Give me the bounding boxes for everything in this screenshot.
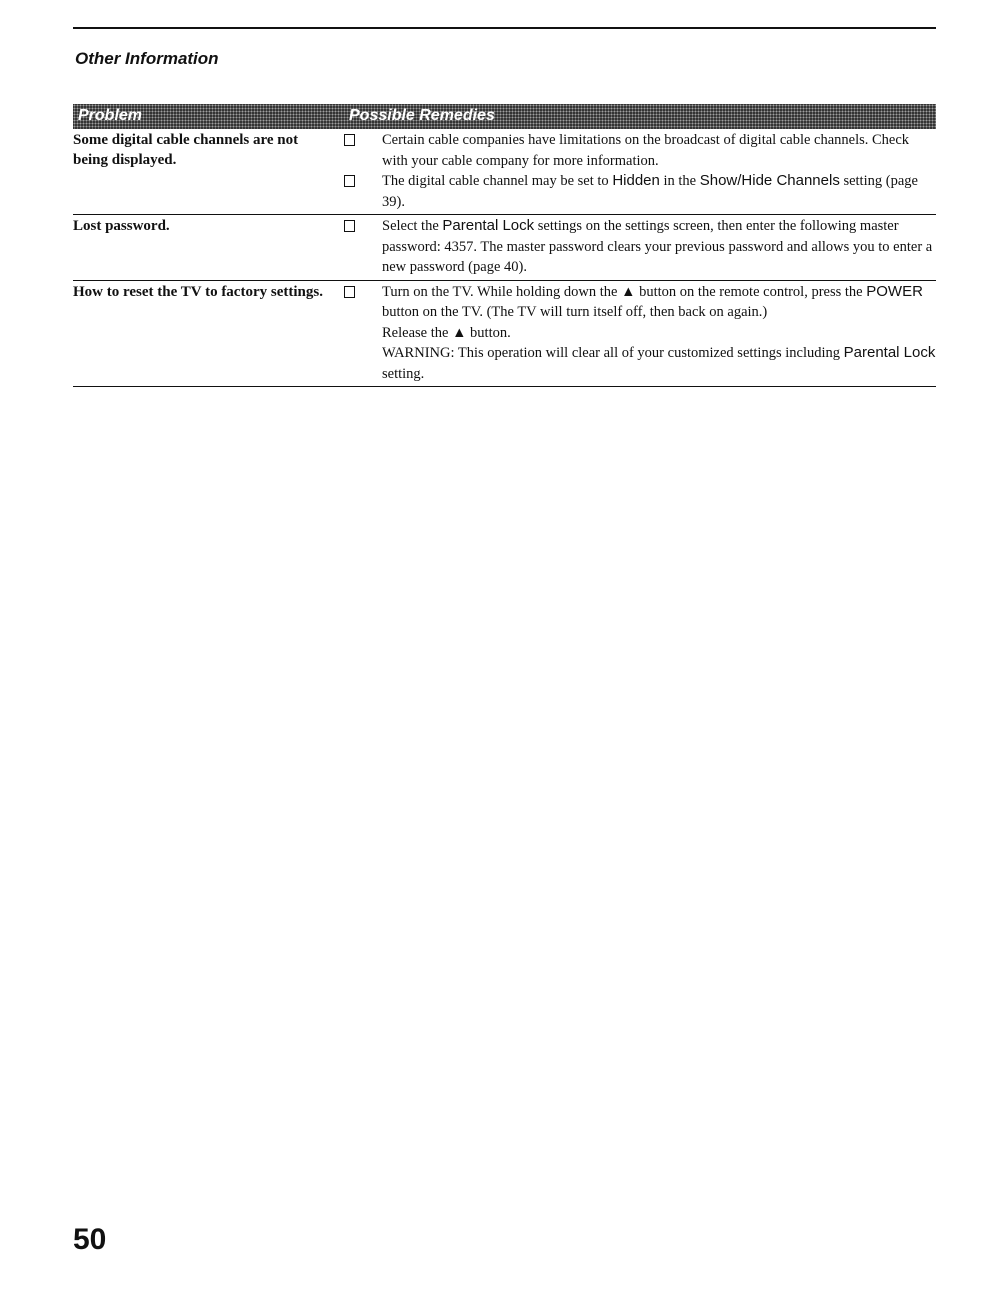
warning-text: setting. bbox=[382, 365, 425, 382]
remedy-item bbox=[344, 216, 936, 278]
table-header bbox=[73, 104, 936, 129]
page-number: 50 bbox=[73, 1223, 107, 1256]
remedy-item bbox=[344, 171, 936, 212]
problem-text: How to reset the TV to factory settings. bbox=[73, 283, 323, 300]
table-row bbox=[73, 215, 936, 281]
remedy-text: setting (page 39). bbox=[382, 173, 918, 210]
remedy-text: Certain cable companies have limitations on the broadcast of digital cable channels. Check with your cable company for more information. bbox=[382, 132, 910, 169]
remedy-list bbox=[344, 216, 936, 278]
remedy-list bbox=[344, 130, 936, 212]
remedy-list bbox=[344, 282, 936, 385]
top-rule bbox=[73, 27, 936, 29]
setting-name: Parental Lock bbox=[442, 217, 535, 234]
remedy-text: Release the bbox=[382, 324, 453, 341]
remedy-item bbox=[344, 130, 936, 171]
setting-name: Hidden bbox=[612, 172, 660, 189]
remedy-text: button on the remote control, press the bbox=[635, 283, 867, 300]
section-title: Other Information bbox=[75, 49, 219, 68]
warning-text: WARNING: This operation will clear all of your customized settings including bbox=[382, 345, 844, 361]
button-name: POWER bbox=[866, 282, 923, 300]
checkbox-icon bbox=[344, 220, 355, 232]
remedy-item bbox=[344, 282, 936, 323]
header-possible-remedies: Possible Remedies bbox=[349, 107, 495, 124]
troubleshooting-table bbox=[73, 129, 936, 387]
problem-text: Lost password. bbox=[73, 218, 170, 234]
setting-name: Show/Hide Channels bbox=[699, 172, 840, 189]
problem-text: Some digital cable channels are not being displayed. bbox=[73, 132, 299, 168]
checkbox-icon bbox=[344, 134, 355, 146]
up-arrow-icon: ▲ bbox=[621, 283, 636, 300]
table-row bbox=[73, 129, 936, 215]
remedy-continuation bbox=[344, 323, 936, 344]
remedy-text: Turn on the TV. While holding down the bbox=[382, 283, 622, 300]
remedy-text: Select the bbox=[382, 218, 443, 234]
table-row bbox=[73, 281, 936, 388]
setting-name: Parental Lock bbox=[843, 344, 936, 361]
checkbox-icon bbox=[344, 175, 355, 187]
checkbox-icon bbox=[344, 286, 355, 298]
up-arrow-icon: ▲ bbox=[452, 324, 467, 341]
remedy-text: in the bbox=[659, 173, 700, 189]
header-problem: Problem bbox=[78, 107, 143, 124]
remedy-text: settings on the settings screen, then enter the following master password: 4357. The master password clears your previous password and allows you to enter a new password (page 40). bbox=[382, 218, 933, 275]
remedy-text: button on the TV. (The TV will turn itself off, then back on again.) bbox=[382, 304, 768, 320]
remedy-warning bbox=[344, 343, 936, 384]
remedy-text: The digital cable channel may be set to bbox=[382, 173, 613, 189]
remedy-text: button. bbox=[466, 324, 511, 341]
